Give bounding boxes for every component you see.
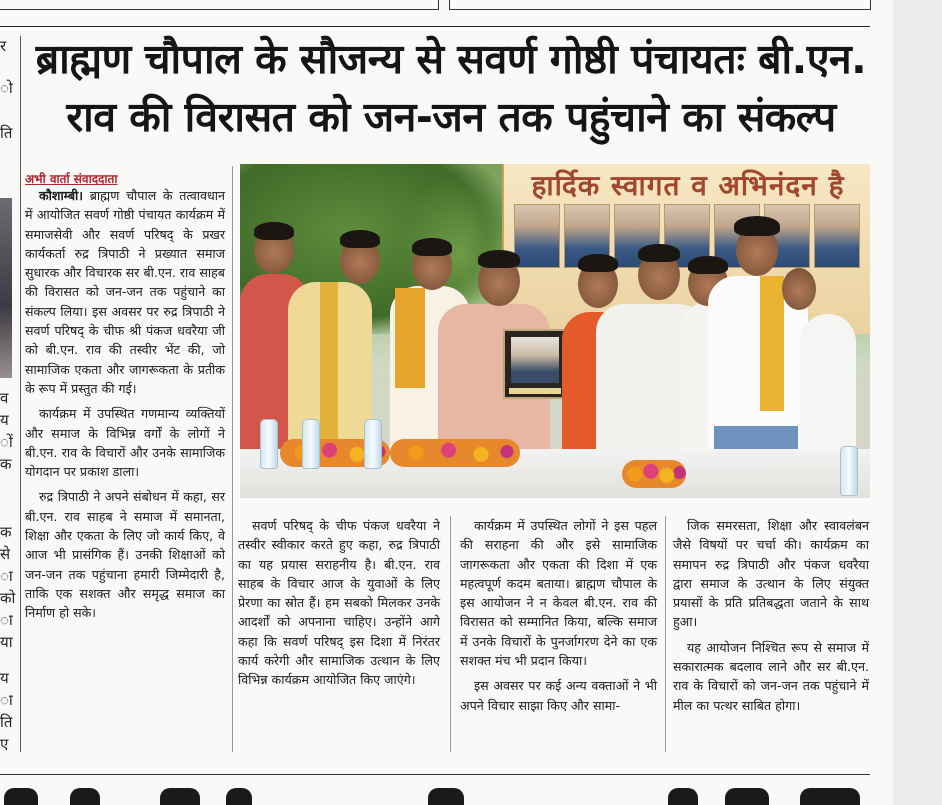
stole xyxy=(760,276,784,411)
banner-portrait xyxy=(814,204,860,268)
column-divider xyxy=(450,516,451,752)
flower-garland xyxy=(390,439,520,467)
glyph-fragment xyxy=(668,788,698,805)
person-hair xyxy=(412,238,452,256)
fragment: य xyxy=(0,669,9,687)
water-bottle xyxy=(840,446,858,496)
article-headline: ब्राह्मण चौपाल के सौजन्य से सवर्ण गोष्ठी पंचायतः बी.एन. राव की विरासत को जन-जन तक पहुंचाने का संकल्प xyxy=(35,35,867,141)
fragment: से xyxy=(0,545,11,563)
banner-text: हार्दिक स्वागत व अभिनंदन है xyxy=(531,169,845,202)
water-bottle xyxy=(302,419,320,469)
fragment: र xyxy=(0,37,7,55)
fragment: को xyxy=(0,589,16,607)
paragraph: यह आयोजन निश्चित रूप से समाज में सकारात्मक बदलाव लाने और सर बी.एन. राव के विचारों को जन-जन तक पहुंचाने में मील का पत्थर साबित होगा। xyxy=(673,639,869,713)
paragraph: इस अवसर पर कई अन्य वक्ताओं ने भी अपने विचार साझा किए और सामा- xyxy=(460,678,657,713)
article-column-3 xyxy=(460,516,657,715)
person xyxy=(800,314,856,464)
previous-article-box xyxy=(0,0,439,10)
person-hair xyxy=(254,222,294,240)
paragraph: कार्यक्रम में उपस्थित लोगों ने इस पहल की सराहना की और इसे सामाजिक जागरूकता और एकता की दिशा में एक महत्वपूर्ण कदम बताया। ब्राह्मण चौपाल के इस आयोजन ने न केवल बी.एन. राव की विरासत को सम्मानित किया, बल्कि समाज में उनके विचारों के पुनर्जागरण देने का एक सशक्त मंच भी प्रदान किया। xyxy=(460,518,657,669)
stole xyxy=(320,282,338,452)
flower-garland xyxy=(622,460,686,488)
fragment: क xyxy=(0,455,12,473)
fragment: ति xyxy=(0,713,13,731)
fragment: ा xyxy=(0,611,13,629)
next-article-headline-cutoff xyxy=(0,782,870,805)
fragment: ा xyxy=(0,691,13,709)
paragraph: जिक समरसता, शिक्षा और स्वावलंबन जैसे विषयों पर चर्चा की। कार्यक्रम का समापन रुद्र त्रिपाठी और पंकज धवरैया द्वारा समाज के उत्थान के लिए संयुक्त प्रयासों के प्रति प्रतिबद्धता जताने के साथ हुआ। xyxy=(673,518,869,630)
fragment: ति xyxy=(0,124,13,142)
paragraph: कार्यक्रम में उपस्थित गणमान्य व्यक्तियों और समाज के विभिन्न वर्गों के लोगों ने बी.एन. राव के विचारों और उनके सामाजिक योगदान पर प्रकाश डाला। xyxy=(25,406,225,480)
bottom-rule xyxy=(0,774,870,775)
glyph-fragment xyxy=(725,788,769,805)
adjacent-photo-cutoff xyxy=(0,198,12,378)
glyph-fragment xyxy=(800,788,860,805)
person-hair xyxy=(478,250,520,268)
fragment: य xyxy=(0,411,9,429)
top-rule xyxy=(0,26,870,27)
fragment: ों xyxy=(0,433,13,451)
paragraph: सवर्ण परिषद् के चीफ पंकज धवरैया ने तस्वीर स्वीकार करते हुए कहा, रुद्र त्रिपाठी का यह प्रयास सराहनीय है। बी.एन. राव साहब के विचार आज के युवाओं के लिए प्रेरणा का स्रोत हैं। हम सबको मिलकर उनके आदर्शों को अपनाना चाहिए। उन्होंने आगे कहा कि सवर्ण परिषद् इस दिशा में निरंतर कार्य करेगी और सामाजिक उत्थान के लिए विभिन्न कार्यक्रम आयोजित किए जाएंगे। xyxy=(238,518,440,688)
person-hair xyxy=(638,244,680,262)
fragment: या xyxy=(0,633,13,651)
event-photo xyxy=(240,164,870,498)
scan-margin xyxy=(893,0,942,805)
person-hair xyxy=(734,216,780,236)
paragraph: ब्राह्मण चौपाल के तत्वावधान में आयोजित सवर्ण गोष्ठी पंचायत कार्यक्रम में समाजसेवी और सवर्ण परिषद् के प्रखर कार्यकर्ता रुद्र त्रिपाठी ने प्रख्यात समाज सुधारक और विचारक सर बी.एन. राव साहब की विरासत को जन-जन तक पहुंचाने का संकल्प लिया। इस अवसर पर रुद्र त्रिपाठी ने सवर्ण परिषद् के चीफ श्री पंकज धवरैया जी को बी.एन. राव की तस्वीर भेंट की, जो सामाजिक एकता और जागरूकता के प्रतीक के रूप में प्रस्तुत की गई। xyxy=(25,188,225,396)
portrait-caption xyxy=(509,388,561,394)
fragment: ा xyxy=(0,567,13,585)
column-divider xyxy=(20,36,21,752)
column-divider xyxy=(665,516,666,752)
glyph-fragment xyxy=(428,788,464,805)
glyph-fragment xyxy=(4,788,38,805)
column-divider xyxy=(232,166,233,752)
portrait-image xyxy=(511,337,559,383)
fragment: क xyxy=(0,523,12,541)
article-column-2 xyxy=(238,516,440,690)
person-head xyxy=(782,268,816,310)
fragment: ए xyxy=(0,735,9,753)
fragment: ो xyxy=(0,79,13,97)
previous-article-box-right xyxy=(449,0,871,10)
water-bottle xyxy=(364,419,382,469)
stole xyxy=(395,288,425,388)
byline: अभी वार्ता संवाददाता xyxy=(25,172,118,186)
person-hair xyxy=(578,254,618,272)
banner-portrait xyxy=(514,204,560,268)
glyph-fragment xyxy=(160,788,200,805)
fragment: व xyxy=(0,389,9,407)
paragraph: रुद्र त्रिपाठी ने अपने संबोधन में कहा, सर बी.एन. राव साहब ने समाज में समानता, शिक्षा और एकता के लिए जो कार्य किए, वे आज भी प्रासंगिक हैं। उनकी शिक्षाओं को जन-जन तक पहुंचाना हमारी जिम्मेदारी है, ताकि एक सशक्त और समृद्ध समाज का निर्माण हो सके। xyxy=(25,489,225,621)
person-hair xyxy=(340,230,380,248)
dateline: कौशाम्बी। xyxy=(39,188,84,203)
water-bottle xyxy=(260,419,278,469)
article-column-4 xyxy=(673,516,869,715)
framed-portrait xyxy=(503,329,567,399)
adjacent-column-cutoff xyxy=(0,28,18,756)
article-column-1 xyxy=(25,186,225,623)
glyph-fragment xyxy=(226,788,252,805)
person-hair xyxy=(688,256,728,274)
glyph-fragment xyxy=(70,788,100,805)
